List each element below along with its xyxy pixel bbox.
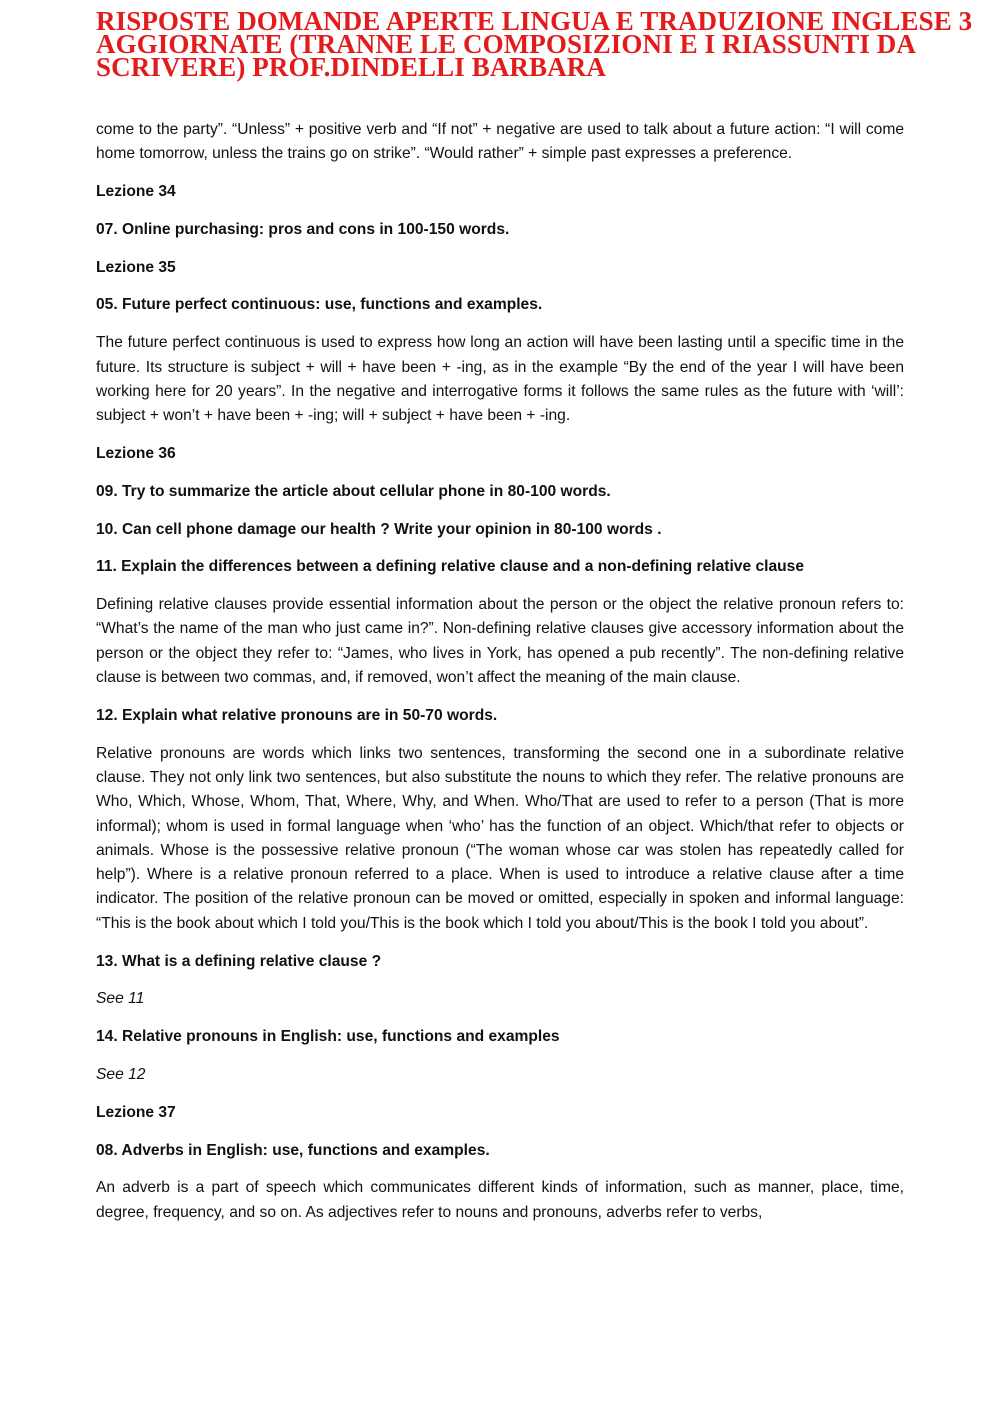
question-heading-14: 14. Relative pronouns in English: use, functions and examples xyxy=(96,1028,560,1046)
see-reference-11: See 11 xyxy=(96,990,145,1008)
question-heading-12: 12. Explain what relative pronouns are in 50-70 words. xyxy=(96,706,498,724)
question-heading-09: 09. Try to summarize the article about cellular phone in 80-100 words. xyxy=(96,482,611,500)
document-title xyxy=(96,6,986,82)
question-heading-08: 08. Adverbs in English: use, functions and examples. xyxy=(96,1141,490,1159)
answer-paragraph-future-perfect: The future perfect continuous is used to express how long an action will have been lasting until a specific time in the future. Its structure is subject + will + have been + -ing, as in the example “By the end of the year I will have been working here for 20 years”. In the negative and interrogative forms it follows the same rules as the future with ‘will’: subject + won’t + have been + -ing; will + subject + have been + -ing. xyxy=(96,334,904,425)
question-heading-13: 13. What is a defining relative clause ? xyxy=(96,952,382,970)
question-heading-05: 05. Future perfect continuous: use, functions and examples. xyxy=(96,296,543,314)
answer-paragraph-relative-clauses: Defining relative clauses provide essential information about the person or the object the relative pronoun refers to: “What’s the name of the man who just came in?”. Non-defining relative clauses give accessory information about the person or the object they refer to: “James, who lives in York, has opened a pub recently”. The non-defining relative clause is between two commas, and, if removed, won’t affect the meaning of the main clause. xyxy=(96,596,904,687)
title-line-3: SCRIVERE) PROF.DINDELLI BARBARA xyxy=(96,52,606,82)
question-heading-07: 07. Online purchasing: pros and cons in 100-150 words. xyxy=(96,220,510,238)
question-heading-11: 11. Explain the differences between a defining relative clause and a non-defining relative clause xyxy=(96,558,805,576)
answer-paragraph-adverbs: An adverb is a part of speech which communicates different kinds of information, such as manner, place, time, degree, frequency, and so on. As adjectives refer to nouns and pronouns, adverbs refer to verbs, xyxy=(96,1179,904,1221)
lesson-heading-34: Lezione 34 xyxy=(96,183,176,201)
title-line-1: RISPOSTE DOMANDE APERTE LINGUA E TRADUZIONE INGLESE 3 xyxy=(96,6,973,36)
see-reference-12: See 12 xyxy=(96,1065,146,1083)
title-line-2: AGGIORNATE (TRANNE LE COMPOSIZIONI E I RIASSUNTI DA xyxy=(96,29,916,59)
document-body xyxy=(96,118,904,1238)
lesson-heading-37: Lezione 37 xyxy=(96,1103,176,1121)
answer-paragraph-relative-pronouns: Relative pronouns are words which links two sentences, transforming the second one in a subordinate relative clause. They not only link two sentences, but also substitute the nouns to which they refer. The relative pronouns are Who, Which, Whose, Whom, That, Where, Why, and When. Who/That are used to refer to a person (That is more informal); whom is used in formal language when ‘who’ has the function of an object. Which/that refer to objects or animals. Whose is the possessive relative pronoun (“The woman whose car was stolen has repeatedly called for help”). Where is a relative pronoun referred to a place. When is used to introduce a relative clause after a time indicator. The position of the relative pronoun can be moved or omitted, especially in spoken and informal language: “This is the book about which I told you/This is the book which I told you about/This is the book I told you about”. xyxy=(96,744,904,932)
question-heading-10: 10. Can cell phone damage our health ? Write your opinion in 80-100 words . xyxy=(96,520,662,538)
paragraph-continuation: come to the party”. “Unless” + positive verb and “If not” + negative are used to talk about a future action: “I will come home tomorrow, unless the trains go on strike”. “Would rather” + simple past expresses a preference. xyxy=(96,121,904,163)
lesson-heading-36: Lezione 36 xyxy=(96,444,176,462)
lesson-heading-35: Lezione 35 xyxy=(96,258,176,276)
